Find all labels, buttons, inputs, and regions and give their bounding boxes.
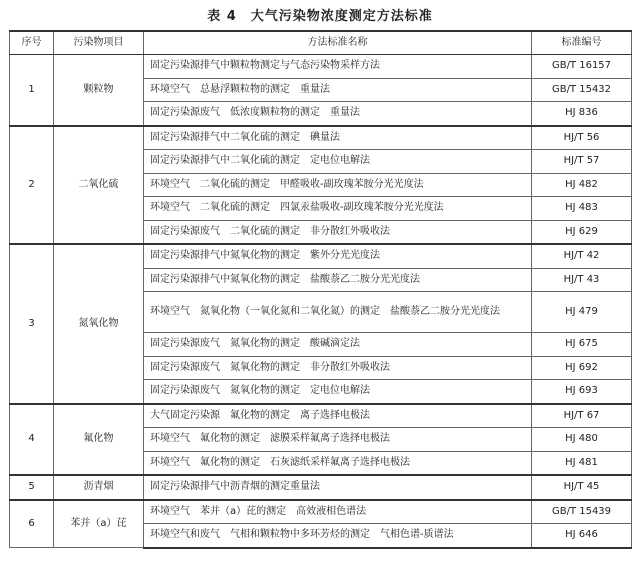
pollutant-name: 苯并（a）芘	[54, 500, 144, 548]
method-name: 固定污染源废气 二氧化硫的测定 非分散红外吸收法	[144, 220, 532, 244]
standard-code: HJ 483	[532, 197, 632, 221]
pollutant-name: 二氧化硫	[54, 126, 144, 245]
group-number: 1	[10, 55, 54, 126]
table-header-row	[10, 31, 632, 55]
table-row	[10, 55, 632, 79]
standard-code: HJ/T 42	[532, 244, 632, 268]
method-name: 固定污染源排气中颗粒物测定与气态污染物采样方法	[144, 55, 532, 79]
method-name: 固定污染源废气 氮氧化物的测定 非分散红外吸收法	[144, 356, 532, 380]
standard-code: HJ/T 45	[532, 475, 632, 500]
header-no: 序号	[10, 31, 54, 55]
method-name: 环境空气 氟化物的测定 滤膜采样氟离子选择电极法	[144, 428, 532, 452]
standard-code: HJ 646	[532, 524, 632, 548]
standard-code: HJ 629	[532, 220, 632, 244]
pollutant-name: 沥青烟	[54, 475, 144, 500]
pollutant-name: 氟化物	[54, 404, 144, 476]
standard-code: HJ 479	[532, 292, 632, 333]
pollutant-name: 氮氧化物	[54, 244, 144, 404]
standard-code: GB/T 15432	[532, 78, 632, 102]
header-code: 标准编号	[532, 31, 632, 55]
method-name: 固定污染源废气 氮氧化物的测定 酸碱滴定法	[144, 333, 532, 357]
standards-table	[9, 30, 632, 549]
group-number: 3	[10, 244, 54, 404]
table-row	[10, 404, 632, 428]
table-row	[10, 475, 632, 500]
group-number: 5	[10, 475, 54, 500]
method-name: 固定污染源排气中氮氧化物的测定 紫外分光光度法	[144, 244, 532, 268]
standard-code: HJ 693	[532, 380, 632, 404]
method-name: 环境空气 总悬浮颗粒物的测定 重量法	[144, 78, 532, 102]
standard-code: HJ 482	[532, 173, 632, 197]
table-title: 表 4 大气污染物浓度测定方法标准	[207, 9, 433, 24]
standard-code: HJ 692	[532, 356, 632, 380]
standard-code: HJ 480	[532, 428, 632, 452]
standard-code: HJ/T 67	[532, 404, 632, 428]
method-name: 固定污染源废气 氮氧化物的测定 定电位电解法	[144, 380, 532, 404]
method-name: 环境空气 苯并（a）芘的测定 高效液相色谱法	[144, 500, 532, 524]
standard-code: HJ/T 43	[532, 268, 632, 292]
table-row	[10, 500, 632, 524]
standard-code: HJ/T 57	[532, 150, 632, 174]
standard-code: HJ 481	[532, 451, 632, 475]
standard-code: HJ 836	[532, 102, 632, 126]
table-body	[10, 55, 632, 548]
method-name: 固定污染源排气中氮氧化物的测定 盐酸萘乙二胺分光光度法	[144, 268, 532, 292]
method-name: 固定污染源排气中二氧化硫的测定 碘量法	[144, 126, 532, 150]
method-name: 环境空气 氮氧化物（一氧化氮和二氧化氮）的测定 盐酸萘乙二胺分光光度法	[144, 292, 532, 333]
method-name: 环境空气 氟化物的测定 石灰滤纸采样氟离子选择电极法	[144, 451, 532, 475]
table-row	[10, 244, 632, 268]
header-method: 方法标准名称	[144, 31, 532, 55]
pollutant-name: 颗粒物	[54, 55, 144, 126]
method-name: 环境空气 二氧化硫的测定 甲醛吸收-副玫瑰苯胺分光光度法	[144, 173, 532, 197]
method-name: 固定污染源废气 低浓度颗粒物的测定 重量法	[144, 102, 532, 126]
standard-code: HJ/T 56	[532, 126, 632, 150]
standard-code: HJ 675	[532, 333, 632, 357]
standard-code: GB/T 15439	[532, 500, 632, 524]
method-name: 固定污染源排气中沥青烟的测定重量法	[144, 475, 532, 500]
group-number: 6	[10, 500, 54, 548]
header-pollutant: 污染物项目	[54, 31, 144, 55]
method-name: 大气固定污染源 氟化物的测定 离子选择电极法	[144, 404, 532, 428]
table-row	[10, 126, 632, 150]
standard-code: GB/T 16157	[532, 55, 632, 79]
method-name: 环境空气 二氧化硫的测定 四氯汞盐吸收-副玫瑰苯胺分光光度法	[144, 197, 532, 221]
method-name: 固定污染源排气中二氧化硫的测定 定电位电解法	[144, 150, 532, 174]
group-number: 4	[10, 404, 54, 476]
method-name: 环境空气和废气 气相和颗粒物中多环芳烃的测定 气相色谱-质谱法	[144, 524, 532, 548]
group-number: 2	[10, 126, 54, 245]
